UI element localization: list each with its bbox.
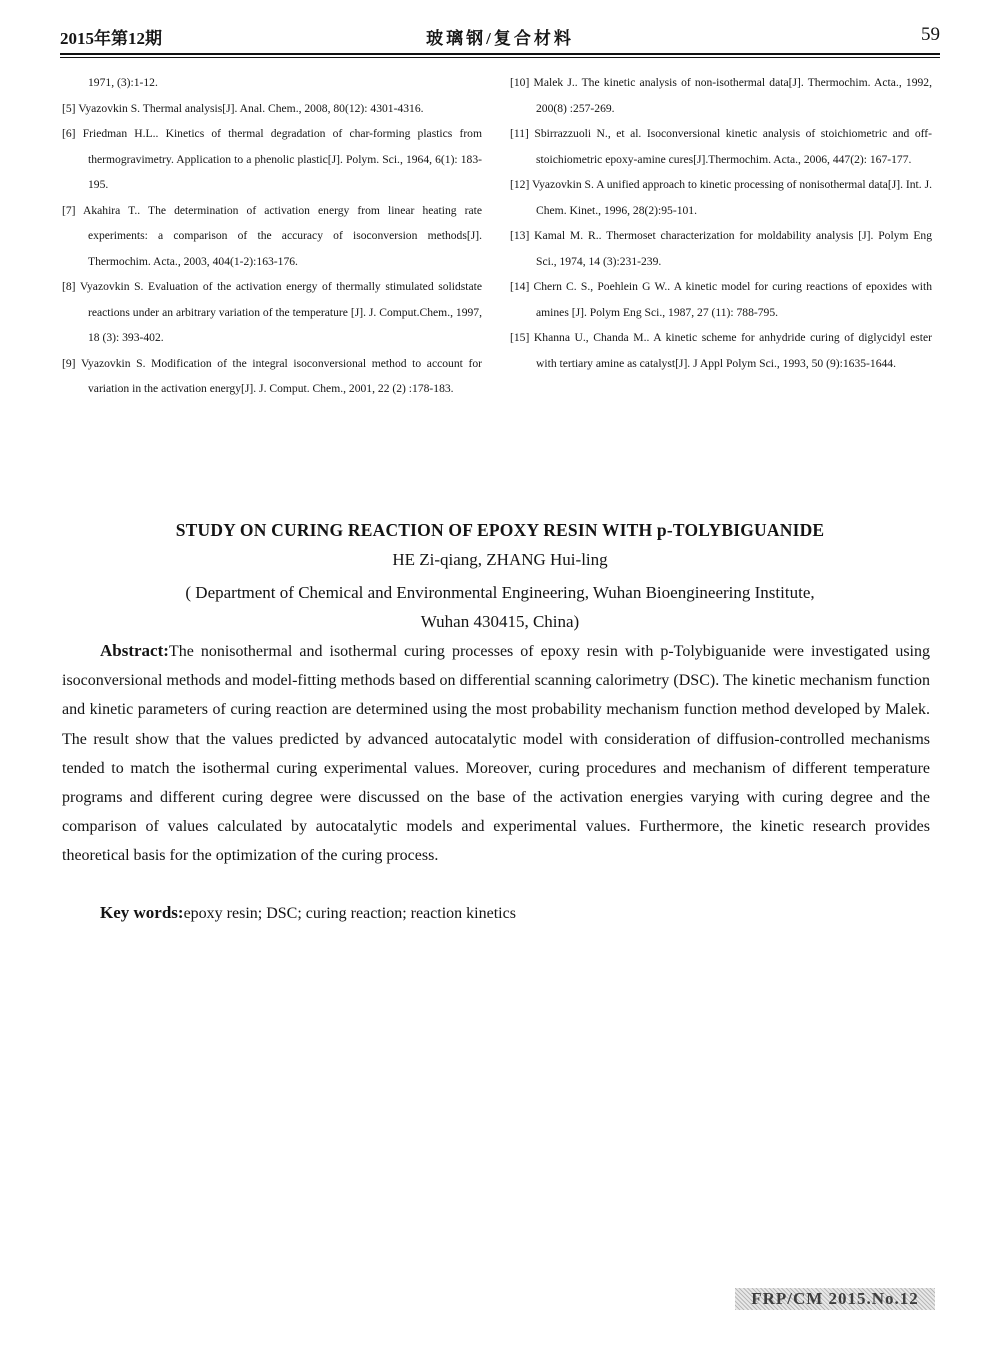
reference-item: [15] Khanna U., Chanda M.. A kinetic scheme for anhydride curing of diglycidyl ester with tertiary amine as catalyst[J]. J Appl Polym Sci., 1993, 50 (9):1635-1644. xyxy=(510,331,932,370)
reference-list-right xyxy=(510,70,932,376)
reference-item: [13] Kamal M. R.. Thermoset characterization for moldability analysis [J]. Polym Eng Sci., 1974, 14 (3):231-239. xyxy=(510,229,932,268)
article-affiliation xyxy=(60,578,940,636)
journal-name: 玻璃钢/复合材料 xyxy=(426,29,574,48)
page-number: 59 xyxy=(921,24,940,45)
header-rule-thin xyxy=(60,57,940,58)
reference-item: [8] Vyazovkin S. Evaluation of the activation energy of thermally stimulated solidstate reactions under an arbitrary variation of the temperature [J]. J. Comput.Chem., 1997, 18 (3): 393-402. xyxy=(62,280,482,344)
reference-item: [6] Friedman H.L.. Kinetics of thermal degradation of char-forming plastics from thermogravimetry. Application to a phenolic plastic[J]. Polym. Sci., 1964, 6(1): 183-195. xyxy=(62,127,482,191)
affiliation-line-2: Wuhan 430415, China) xyxy=(420,612,580,631)
reference-item: [11] Sbirrazzuoli N., et al. Isoconversional kinetic analysis of stoichiometric and off-stoichiometric epoxy-amine cures[J].Thermochim. Acta., 2006, 447(2): 167-177. xyxy=(510,127,932,166)
keywords-line xyxy=(100,903,516,923)
running-header xyxy=(60,24,940,50)
abstract-label: Abstract: xyxy=(100,641,169,660)
issue-label: 2015年第12期 xyxy=(60,29,162,48)
affiliation-line-1: ( Department of Chemical and Environmental Engineering, Wuhan Bioengineering Institute, xyxy=(185,583,815,602)
reference-item: 1971, (3):1-12. xyxy=(88,76,158,89)
reference-list-left xyxy=(62,70,482,402)
reference-item: [10] Malek J.. The kinetic analysis of non-isothermal data[J]. Thermochim. Acta., 1992, 200(8) :257-269. xyxy=(510,76,932,115)
article-title: STUDY ON CURING REACTION OF EPOXY RESIN WITH p-TOLYBIGUANIDE xyxy=(175,520,825,540)
abstract-text: The nonisothermal and isothermal curing processes of epoxy resin with p-Tolybiguanide were investigated using isoconversional methods and model-fitting methods based on differential scanning calorimetry (DSC). The kinetic mechanism function and kinetic parameters of curing reaction are determined using the most probability mechanism function method developed by Malek. The result show that the values predicted by advanced autocatalytic model with consideration of diffusion-controlled mechanisms tended to match the isothermal curing experimental values. Moreover, curing procedures and mechanism of different temperature programs and different curing degree were discussed on the base of the activation energies varying with curing degree and the comparison of values calculated by autocatalytic models and experimental values. Furthermore, the kinetic research provides theoretical basis for the optimization of the curing process. xyxy=(62,643,930,865)
reference-item: [14] Chern C. S., Poehlein G W.. A kinetic model for curing reactions of epoxides with amines [J]. Polym Eng Sci., 1987, 27 (11): 788-795. xyxy=(510,280,932,319)
reference-item: [9] Vyazovkin S. Modification of the integral isoconversional method to account for variation in the activation energy[J]. J. Comput. Chem., 2001, 22 (2) :178-183. xyxy=(62,356,482,395)
header-rule-thick xyxy=(60,53,940,55)
journal-stamp: FRP/CM 2015.No.12 xyxy=(735,1288,935,1310)
keywords-text: epoxy resin; DSC; curing reaction; reaction kinetics xyxy=(183,905,516,922)
keywords-label: Key words: xyxy=(100,903,184,922)
article-authors: HE Zi-qiang, ZHANG Hui-ling xyxy=(392,550,608,569)
reference-item: [5] Vyazovkin S. Thermal analysis[J]. Anal. Chem., 2008, 80(12): 4301-4316. xyxy=(62,101,424,115)
abstract-paragraph xyxy=(62,636,930,871)
reference-item: [7] Akahira T.. The determination of activation energy from linear heating rate experiments: a comparison of the accuracy of isoconversion methods[J]. Thermochim. Acta., 2003, 404(1-2):163-176. xyxy=(62,203,482,268)
reference-item: [12] Vyazovkin S. A unified approach to kinetic processing of nonisothermal data[J]. Int. J. Chem. Kinet., 1996, 28(2):95-101. xyxy=(510,178,932,217)
